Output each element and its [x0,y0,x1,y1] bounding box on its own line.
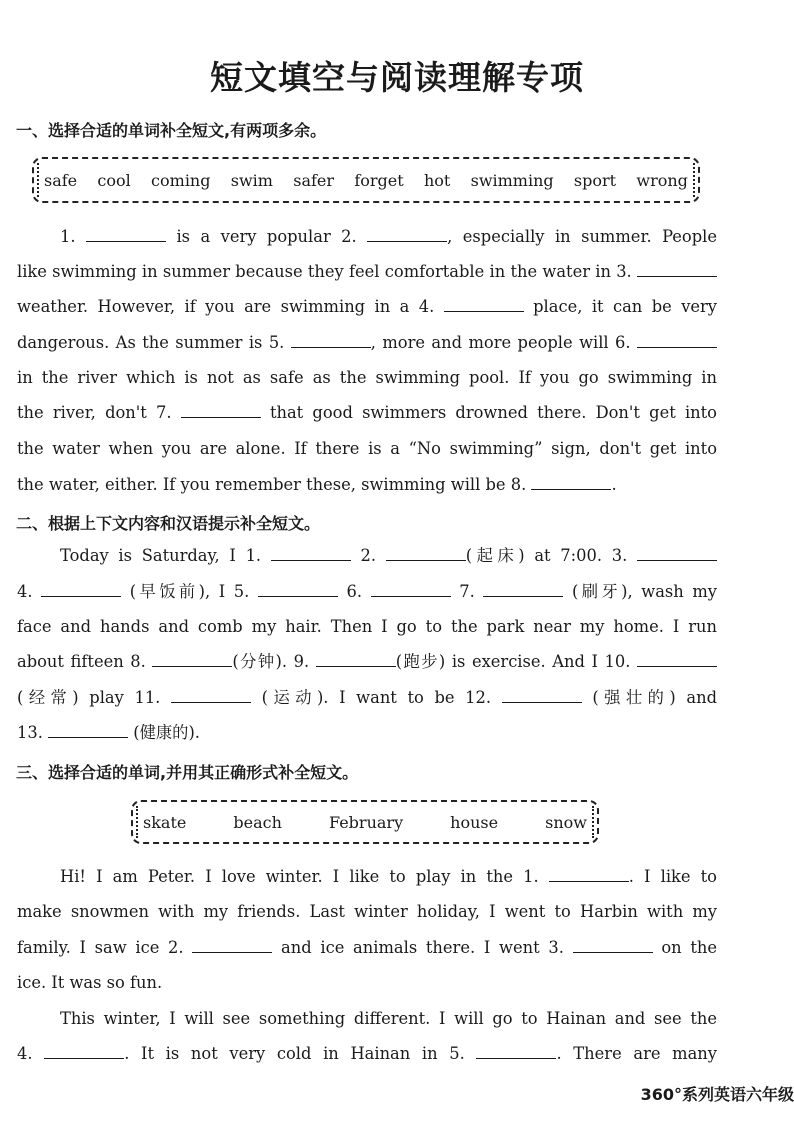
line-text: , more and more people will 6. [370,333,637,352]
answer-blank[interactable] [171,688,251,703]
line-text: . It is not very cold in Hainan in 5. [124,1044,477,1063]
text-line [17,722,717,744]
answer-blank[interactable] [316,652,396,667]
answer-blank[interactable] [637,652,717,667]
section-2-heading: 二、根据上下文内容和汉语提示补全短文。 [16,514,321,533]
line-text: like swimming in summer because they feel comfortable in the water in 3. [17,262,637,281]
page-title: 短文填空与阅读理解专项 [210,58,584,97]
line-text: (强壮的) and [581,688,717,707]
answer-blank[interactable] [531,475,611,490]
text-line [17,866,717,888]
line-text: 4. [17,1044,45,1063]
word-bank-word: coming [151,170,211,190]
text-line [17,438,717,460]
answer-blank[interactable] [476,1044,556,1059]
line-text: dangerous. As the summer is 5. [17,333,291,352]
line-text: and ice animals there. I went 3. [272,938,573,957]
line-text: about fifteen 8. [17,652,153,671]
answer-blank[interactable] [48,723,128,738]
line-text: (运动). I want to be 12. [251,688,502,707]
answer-blank[interactable] [291,333,371,348]
answer-blank[interactable] [258,582,338,597]
text-line [17,1043,717,1065]
line-text: make snowmen with my friends. Last winter holiday, I went to Harbin with my [17,902,717,921]
text-line [17,616,717,638]
line-text: (跑步) is exercise. And I 10. [395,652,637,671]
line-text: Hi! I am Peter. I love winter. I like to play in the 1. [60,867,549,886]
text-line [17,545,717,567]
answer-blank[interactable] [44,1044,124,1059]
answer-blank[interactable] [386,546,466,561]
line-text: ice. It was so fun. [17,973,163,992]
section-1-heading: 一、选择合适的单词补全短文,有两项多余。 [16,121,327,140]
text-line [17,226,717,248]
answer-blank[interactable] [637,262,717,277]
answer-blank[interactable] [86,227,166,242]
section-3-heading: 三、选择合适的单词,并用其正确形式补全短文。 [16,763,359,782]
word-bank-word: forget [354,170,404,190]
answer-blank[interactable] [181,403,261,418]
word-bank-word: swimming [470,170,554,190]
text-line [17,332,717,354]
line-text: place, it can be very [523,297,718,316]
line-text: 2. [350,546,386,565]
line-text: Today is Saturday, I 1. [60,546,271,565]
word-bank-word: safer [293,170,335,190]
line-text: 13. [17,723,49,742]
word-bank-word: beach [233,812,282,832]
answer-blank[interactable] [444,297,524,312]
line-text: (分钟). 9. [232,652,316,671]
line-text: (健康的). [128,723,200,742]
word-bank-word: cool [97,170,131,190]
line-text: (刷牙), wash my [563,582,717,601]
line-text: . There are many [556,1044,717,1063]
line-text: (早饭前), I 5. [121,582,258,601]
line-text: 1. [60,227,86,246]
word-bank-word: snow [545,812,587,832]
line-text: . [611,475,617,494]
text-line [17,937,717,959]
answer-blank[interactable] [41,582,121,597]
text-line [17,581,717,603]
word-bank-1 [32,157,700,203]
line-text: 6. [337,582,371,601]
text-line [17,261,717,283]
word-bank-word: safe [44,170,78,190]
answer-blank[interactable] [271,546,351,561]
line-text: the river, don't 7. [17,403,181,422]
answer-blank[interactable] [192,938,272,953]
word-bank-word: house [450,812,499,832]
text-line [17,901,717,923]
line-text: on the [652,938,717,957]
text-line [17,296,717,318]
text-line [17,972,717,994]
line-text: the water, either. If you remember these, swimming will be 8. [17,475,532,494]
answer-blank[interactable] [549,867,629,882]
line-text: the water when you are alone. If there is a “No swimming” sign, don't get into [17,439,717,458]
word-bank-word: wrong [636,170,688,190]
text-line [17,687,717,709]
line-text: (起床) at 7:00. 3. [465,546,637,565]
answer-blank[interactable] [573,938,653,953]
line-text: weather. However, if you are swimming in a 4. [17,297,444,316]
word-bank-3 [131,800,599,844]
line-text: in the river which is not as safe as the swimming pool. If you go swimming in [17,368,717,387]
word-bank-word: February [328,812,404,832]
word-bank-word: hot [423,170,451,190]
line-text: that good swimmers drowned there. Don't get into [260,403,717,422]
answer-blank[interactable] [637,333,717,348]
line-text: family. I saw ice 2. [17,938,193,957]
word-bank-word: sport [573,170,617,190]
answer-blank[interactable] [371,582,451,597]
line-text: . I like to [628,867,717,886]
page-footer: 360°系列英语六年级 [640,1085,794,1104]
text-line [17,402,717,424]
answer-blank[interactable] [152,652,232,667]
text-line [17,651,717,673]
line-text: face and hands and comb my hair. Then I go to the park near my home. I run [17,617,717,636]
line-text: , especially in summer. People [447,227,717,246]
word-bank-word: skate [143,812,187,832]
text-line [17,474,717,496]
line-text: 7. [450,582,484,601]
answer-blank[interactable] [502,688,582,703]
answer-blank[interactable] [483,582,563,597]
line-text: This winter, I will see something different. I will go to Hainan and see the [60,1009,717,1028]
text-line [17,1008,717,1030]
word-bank-word: swim [230,170,273,190]
answer-blank[interactable] [637,546,717,561]
text-line [17,367,717,389]
line-text: is a very popular 2. [166,227,368,246]
line-text: 4. [17,582,42,601]
answer-blank[interactable] [367,227,447,242]
line-text: (经常) play 11. [17,688,171,707]
